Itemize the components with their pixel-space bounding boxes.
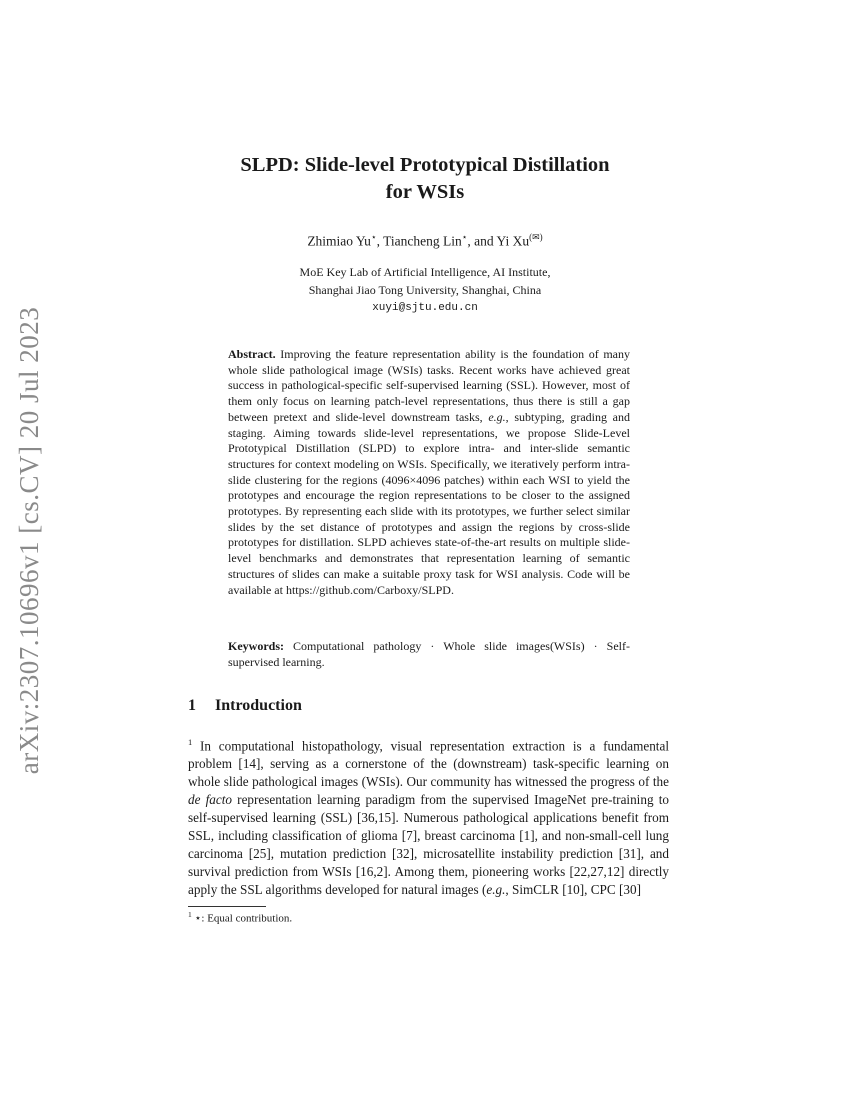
author-1: Zhimiao Yu — [307, 233, 371, 249]
footnote-marker: 1 — [188, 737, 193, 747]
paper-title — [0, 152, 850, 206]
section-heading — [188, 697, 302, 715]
intro-italic: e.g. — [486, 881, 506, 897]
author-separator: , — [376, 233, 384, 249]
introduction-paragraph — [188, 734, 669, 899]
affiliation-line-2: Shanghai Jiao Tong University, Shanghai, China — [308, 283, 542, 297]
abstract-label: Abstract. — [228, 347, 276, 361]
footnote — [188, 910, 292, 925]
abstract — [228, 347, 630, 598]
affiliation-line-1: MoE Key Lab of Artificial Intelligence, AI Institute, — [299, 265, 551, 279]
section-title: Introduction — [215, 697, 302, 714]
author-3: Yi Xu — [496, 233, 530, 249]
author-list — [0, 232, 850, 250]
keywords — [228, 639, 630, 670]
intro-text: , SimCLR [10], CPC [30] — [505, 881, 641, 897]
author-3-mark: (✉) — [529, 232, 543, 242]
intro-text: In computational histopathology, visual representation extraction is a fundamental problem [14], serving as a cornerstone of the (downstream) task-specific learning on whole slide pathological images (WSIs). Our community has witnessed the progress of the — [188, 738, 669, 790]
arxiv-identifier-stamp — [10, 300, 50, 780]
intro-text: representation learning paradigm from the supervised ImageNet pre-training to self-supervised learning (SSL) [36,15]. Numerous pathological applications benefit from SSL, including classification of glioma [7], breast carcinoma [1], and non-small-cell lung carcinoma [25], mutation prediction [32], microsatellite instability prediction [31], and survival prediction from WSIs [16,2]. Among them, pioneering works [22,27,12] directly apply the SSL algorithms developed for natural images ( — [188, 792, 669, 897]
intro-italic: de facto — [188, 792, 232, 808]
abstract-text: Improving the feature representation ability is the foundation of many whole slide pathological image (WSIs) tasks. Recent works have achieved great success in pathological-specific self-supervised learning (SSL). However, most of them only focus on learning patch-level representations, thus there is still a gap between pretext and slide-level downstream tasks, — [228, 347, 630, 424]
contact-email: xuyi@sjtu.edu.cn — [372, 302, 478, 314]
footnote-number: 1 — [188, 910, 192, 919]
author-separator: , and — [467, 233, 497, 249]
title-line-2: for WSIs — [385, 181, 465, 203]
arxiv-id-text: arXiv:2307.10696v1 [cs.CV] 20 Jul 2023 — [14, 306, 45, 774]
author-2: Tiancheng Lin — [383, 233, 462, 249]
affiliation-block — [0, 263, 850, 317]
author-2-mark: ⋆ — [461, 232, 468, 242]
title-line-1: SLPD: Slide-level Prototypical Distillation — [240, 154, 610, 176]
keywords-text: Computational pathology · Whole slide images(WSIs) · Self-supervised learning. — [228, 639, 630, 669]
abstract-italic: e.g. — [488, 409, 506, 424]
keywords-label: Keywords: — [228, 639, 284, 653]
author-1-mark: ⋆ — [370, 232, 377, 242]
section-number: 1 — [188, 697, 196, 714]
footnote-divider — [188, 906, 266, 907]
abstract-text: , subtyping, grading and staging. Aiming towards slide-level representations, we propose Slide-Level Prototypical Distillation (SLPD) to explore intra- and inter-slide semantic structures for context modeling on WSIs. Specifically, we iteratively perform intra-slide clustering for the regions (4096×4096 patches) within each WSI to yield the prototypes and encourage the region representations to be closer to the assigned prototypes. By representing each slide with its prototypes, we further select similar slides by the set distance of prototypes and assign the regions by cross-slide prototypes for distillation. SLPD achieves state-of-the-art results on multiple slide-level benchmarks and demonstrates that representation learning of semantic structures of slides can make a suitable proxy task for WSI analysis. Code will be available at https://github.com/Carboxy/SLPD. — [228, 409, 630, 597]
footnote-text: ⋆: Equal contribution. — [191, 912, 293, 925]
